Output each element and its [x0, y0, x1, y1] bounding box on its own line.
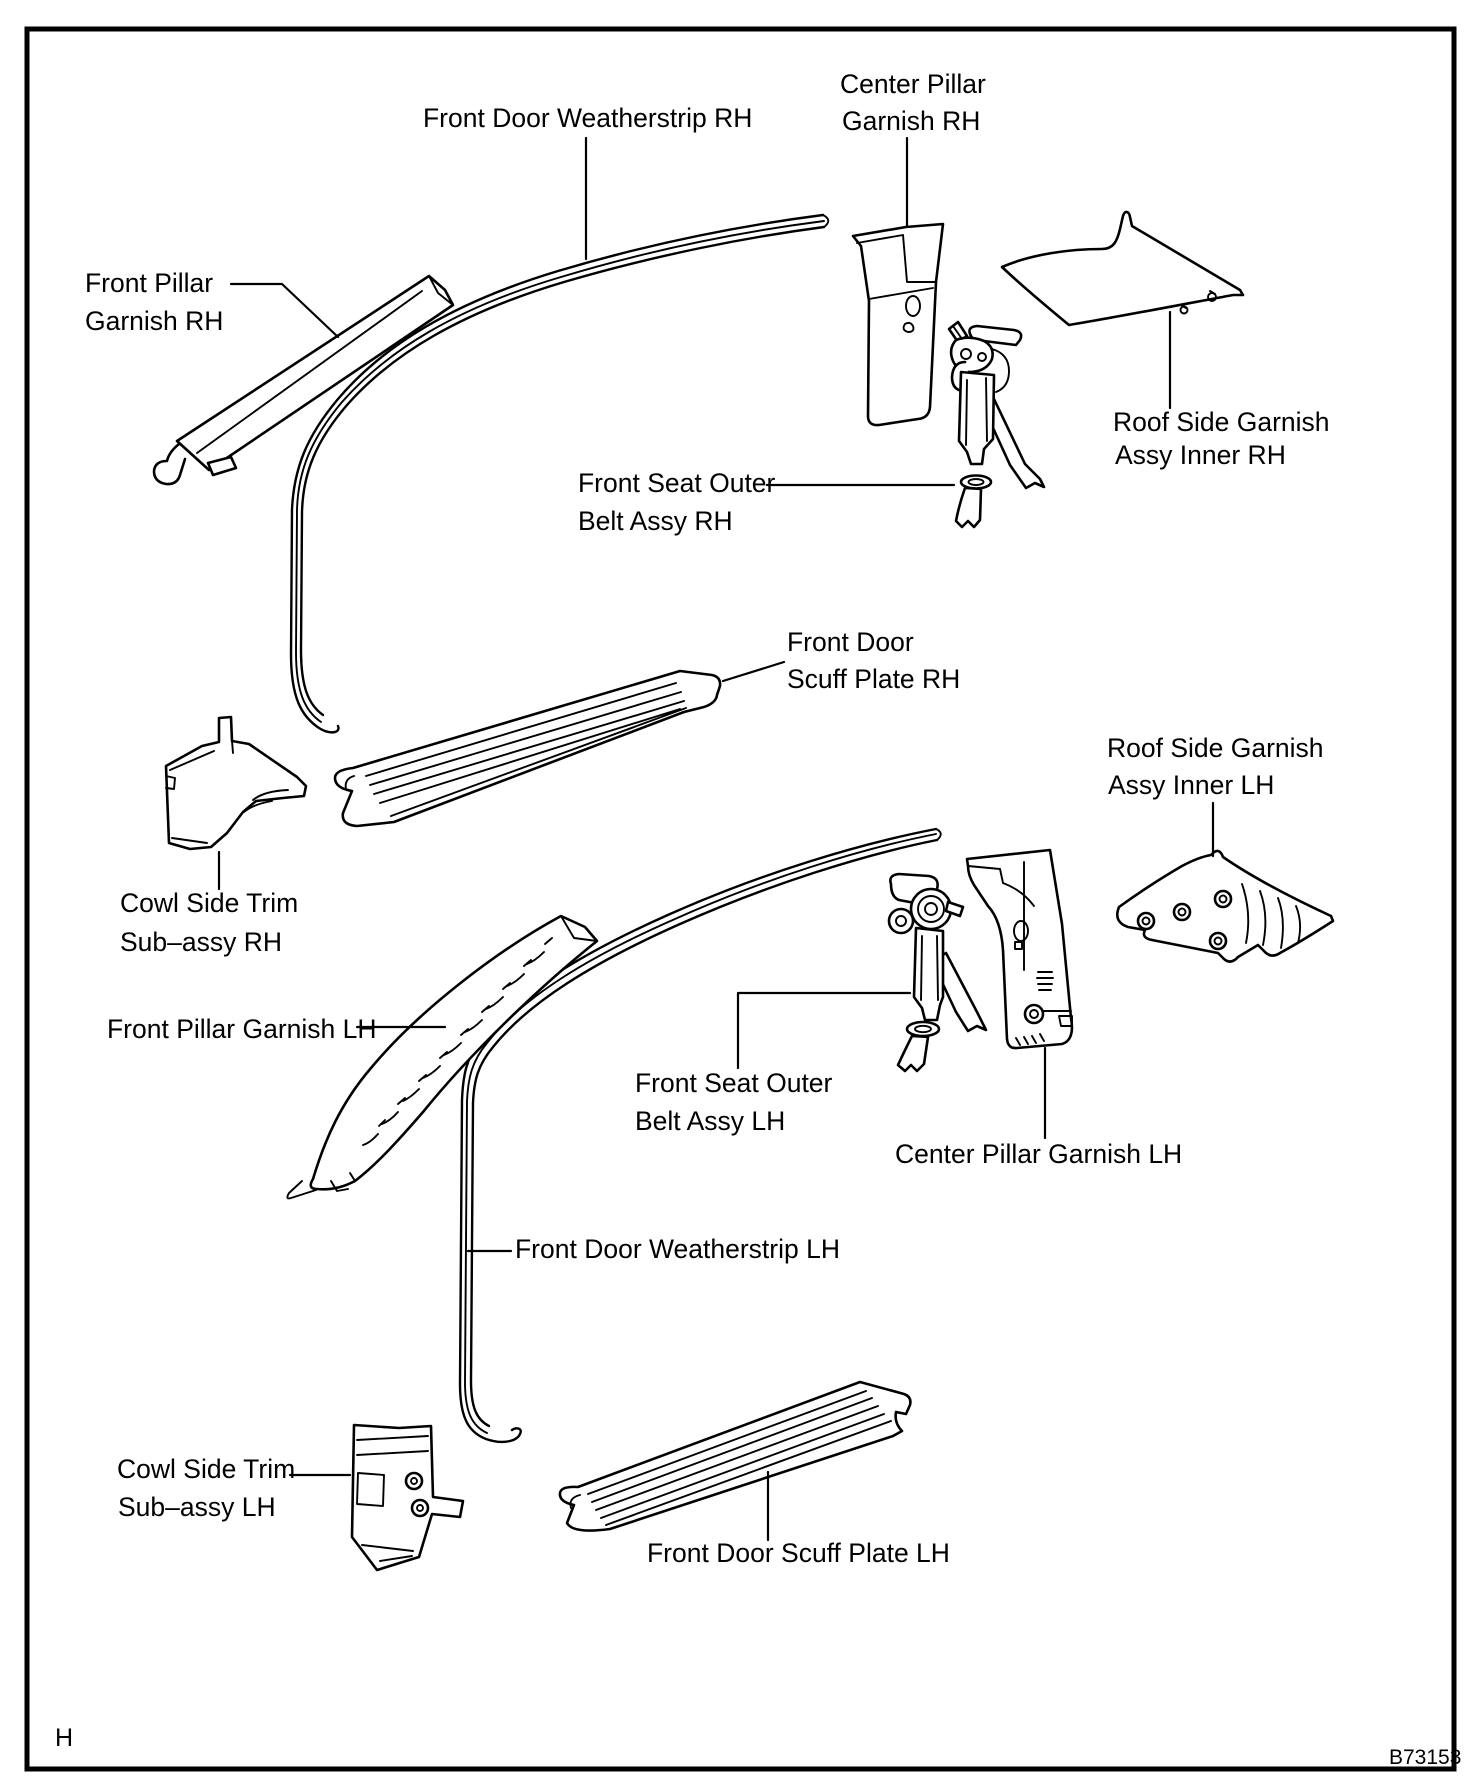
- belt-anchor-ring: [961, 476, 991, 489]
- part-clip: [412, 1500, 428, 1516]
- part-clip: [1174, 904, 1190, 920]
- figure-code: B73153: [1389, 1746, 1462, 1769]
- front-door-scuff-plate-lh-drawing: [560, 1382, 910, 1531]
- front-door-scuff-plate-rh-drawing: [335, 671, 720, 826]
- part-outline: [166, 717, 306, 849]
- callout-text-line2: Scuff Plate RH: [787, 664, 961, 694]
- callout-center-pillar-garnish-lh: [895, 1139, 1182, 1169]
- roof-side-garnish-inner-lh-drawing: [1117, 851, 1333, 962]
- page-marker: H: [55, 1724, 74, 1752]
- roof-side-garnish-inner-rh-drawing: [1002, 212, 1243, 325]
- belt-retractor-body: [959, 372, 994, 464]
- callout-front-door-scuff-plate-lh: [647, 1538, 950, 1568]
- callout-text-line2: Sub–assy LH: [118, 1492, 276, 1522]
- callout-text-line1: Center Pillar: [840, 69, 986, 99]
- front-pillar-garnish-lh-drawing: [287, 916, 597, 1198]
- belt-flange: [889, 909, 913, 933]
- callout-text-line1: Roof Side Garnish: [1113, 407, 1330, 437]
- belt-retractor-body: [914, 928, 943, 1020]
- belt-retractor-drum: [911, 889, 951, 929]
- front-seat-outer-belt-assy-rh-drawing: [949, 322, 1044, 527]
- belt-lower-strap: [956, 488, 981, 527]
- belt-anchor-ring: [907, 1022, 939, 1036]
- center-pillar-garnish-lh-drawing: [967, 850, 1072, 1048]
- part-clip: [1210, 933, 1226, 949]
- part-clip: [1025, 1005, 1043, 1023]
- callout-front-door-weatherstrip-rh: [423, 103, 752, 133]
- callout-cowl-side-trim-rh: [120, 888, 298, 957]
- part-outline: [1002, 212, 1243, 325]
- callout-text-line2: Assy Inner RH: [1115, 440, 1286, 470]
- leader-front-seat-outer-belt-lh: [738, 993, 910, 1068]
- cowl-side-trim-lh-drawing: [352, 1425, 463, 1570]
- callout-roof-side-garnish-lh: [1107, 733, 1324, 800]
- part-outline: [853, 224, 943, 425]
- callout-roof-side-garnish-rh: [1113, 407, 1330, 470]
- callout-front-pillar-garnish-lh: [107, 1014, 377, 1044]
- callout-front-pillar-garnish-rh: [85, 268, 223, 336]
- callout-text-line1: Front Door Weatherstrip RH: [423, 103, 753, 133]
- callout-text-line1: Front Pillar Garnish LH: [107, 1014, 377, 1044]
- callout-text-line2: Belt Assy LH: [635, 1106, 786, 1136]
- part-clip: [406, 1473, 422, 1489]
- belt-lower-strap: [898, 1036, 928, 1071]
- callout-text-line1: Center Pillar Garnish LH: [895, 1139, 1183, 1169]
- callout-text-line1: Front Seat Outer: [635, 1068, 833, 1098]
- callout-center-pillar-garnish-rh: [840, 69, 986, 136]
- callout-front-seat-outer-belt-rh: [578, 468, 776, 536]
- callout-text-line1: Roof Side Garnish: [1107, 733, 1324, 763]
- callout-front-seat-outer-belt-lh: [635, 1068, 833, 1136]
- callout-text-line1: Front Seat Outer: [578, 468, 776, 498]
- callout-text-line2: Garnish RH: [85, 306, 224, 336]
- cowl-side-trim-rh-drawing: [166, 717, 306, 849]
- callout-front-door-scuff-plate-rh: [787, 627, 960, 694]
- callout-text-line1: Cowl Side Trim: [120, 888, 299, 918]
- callout-text-line1: Front Door Weatherstrip LH: [515, 1234, 840, 1264]
- callout-text-line1: Front Pillar: [85, 268, 214, 298]
- callout-text-line2: Garnish RH: [842, 106, 981, 136]
- callout-text-line1: Front Door: [787, 627, 914, 657]
- callout-text-line2: Assy Inner LH: [1108, 770, 1275, 800]
- callout-text-line1: Cowl Side Trim: [117, 1454, 296, 1484]
- callout-cowl-side-trim-lh: [117, 1454, 295, 1522]
- callout-text-line2: Sub–assy RH: [120, 927, 283, 957]
- part-outline: [352, 1425, 463, 1570]
- callout-front-door-weatherstrip-lh: [515, 1234, 840, 1264]
- callout-text-line1: Front Door Scuff Plate LH: [647, 1538, 950, 1568]
- part-clip: [1215, 891, 1231, 907]
- callout-text-line2: Belt Assy RH: [578, 506, 733, 536]
- part-clip: [1138, 913, 1154, 929]
- center-pillar-garnish-rh-drawing: [853, 224, 943, 425]
- front-seat-outer-belt-assy-lh-drawing: [889, 874, 986, 1071]
- part-outline: [560, 1382, 910, 1531]
- leader-front-pillar-garnish-rh: [231, 284, 338, 337]
- part-clip: [154, 444, 185, 484]
- leader-front-door-scuff-plate-rh: [723, 662, 784, 681]
- part-outline: [311, 916, 597, 1189]
